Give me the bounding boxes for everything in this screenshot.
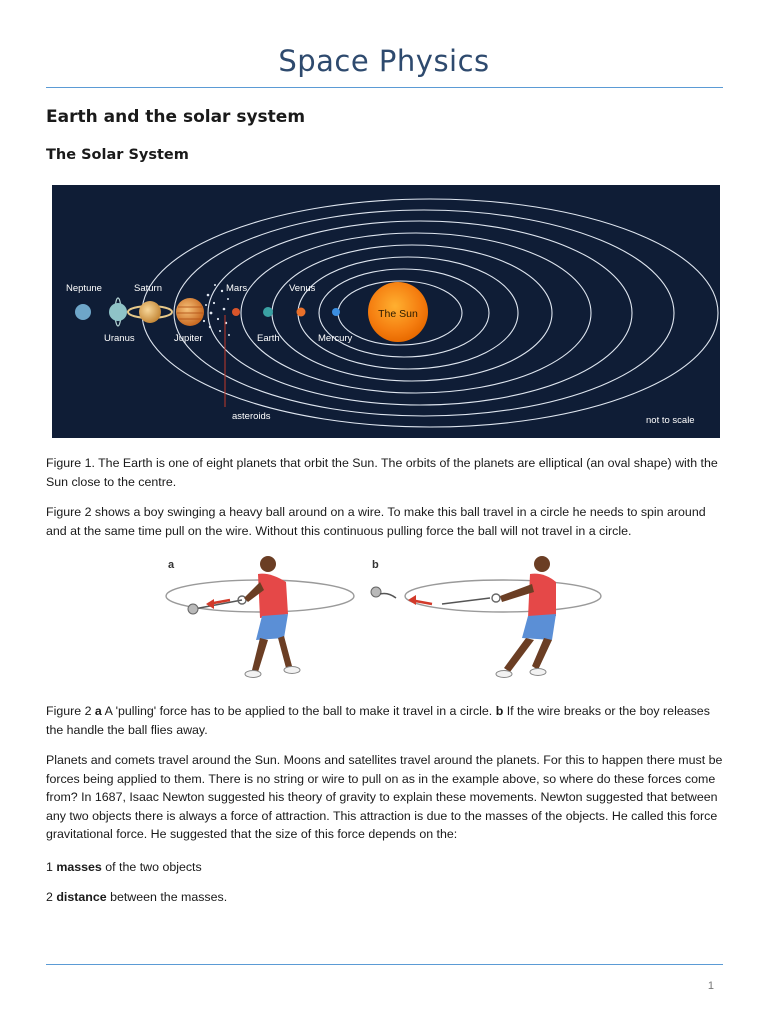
page-number: 1 (707, 980, 714, 992)
figure2-caption-a-marker: a (94, 704, 102, 718)
boy-swinging-ball-figure (160, 552, 610, 690)
label-asteroids: asteroids (232, 411, 271, 422)
venus (297, 308, 306, 317)
paragraph-gravity: Planets and comets travel around the Sun. Moons and satellites travel around the planets. For this to happen there must be forces being applied to them. There is no string or wire to pull on as in the example above, so where do these forces come from? In 1687, Isaac Newton suggested his theory of gravity to explain these movements. Newton suggested that between any two objects there is always a force of attraction. This attraction is due to the masses of the objects. He called this force gravitational force. He suggested that the size of this force depends on the: (46, 753, 723, 841)
list-item-number: 1 (46, 860, 57, 874)
page-title: Space Physics (278, 44, 490, 78)
label-jupiter: Jupiter (174, 333, 203, 344)
paragraph-figure2-intro: Figure 2 shows a boy swinging a heavy ball around on a wire. To make this ball travel in a circle he needs to spin around and at the same time pull on the wire. Without this continuous pulling force the ball will not travel in a circle. (46, 505, 706, 538)
figure2-caption-b-marker: b (495, 704, 504, 718)
footer-rule (46, 964, 723, 965)
figure2-caption-a-text: A 'pulling' force has to be applied to the ball to make it travel in a circle. (101, 704, 496, 718)
label-mercury: Mercury (318, 333, 353, 344)
list-item-text: of the two objects (101, 860, 202, 874)
list-item (46, 888, 726, 907)
mars (232, 308, 240, 316)
figure2-caption-b-text: If the wire breaks or the boy releases the handle the ball flies away. (46, 704, 710, 737)
label-uranus: Uranus (104, 333, 135, 344)
label-not-to-scale: not to scale (646, 415, 695, 426)
list-item-number: 2 (46, 890, 57, 904)
figure1-caption: Figure 1. The Earth is one of eight planets that orbit the Sun. The orbits of the planets are elliptical (an oval shape) with the Sun close to the centre. (46, 456, 718, 489)
list-item-keyword: masses (56, 860, 102, 874)
figure2-caption (46, 702, 726, 739)
label-mars: Mars (226, 283, 248, 294)
saturn (139, 301, 161, 323)
label-venus: Venus (289, 283, 316, 294)
label-neptune: Neptune (66, 283, 102, 294)
list-item-keyword: distance (56, 890, 107, 904)
header-rule (46, 87, 723, 88)
mercury (332, 308, 340, 316)
label-saturn: Saturn (134, 283, 162, 294)
subheading: The Solar System (46, 147, 189, 163)
neptune (75, 304, 91, 320)
label-sun: The Sun (378, 308, 418, 320)
list-item (46, 858, 726, 877)
list-item-text: between the masses. (106, 890, 228, 904)
jupiter (176, 298, 204, 326)
solar-system-figure (52, 185, 720, 438)
uranus (109, 303, 127, 321)
label-earth: Earth (257, 333, 280, 344)
earth (263, 307, 273, 317)
figure2-caption-prefix: Figure 2 (46, 704, 95, 718)
panel-b-label: b (372, 559, 379, 571)
panel-a-label: a (168, 559, 175, 571)
section-heading: Earth and the solar system (46, 107, 306, 127)
